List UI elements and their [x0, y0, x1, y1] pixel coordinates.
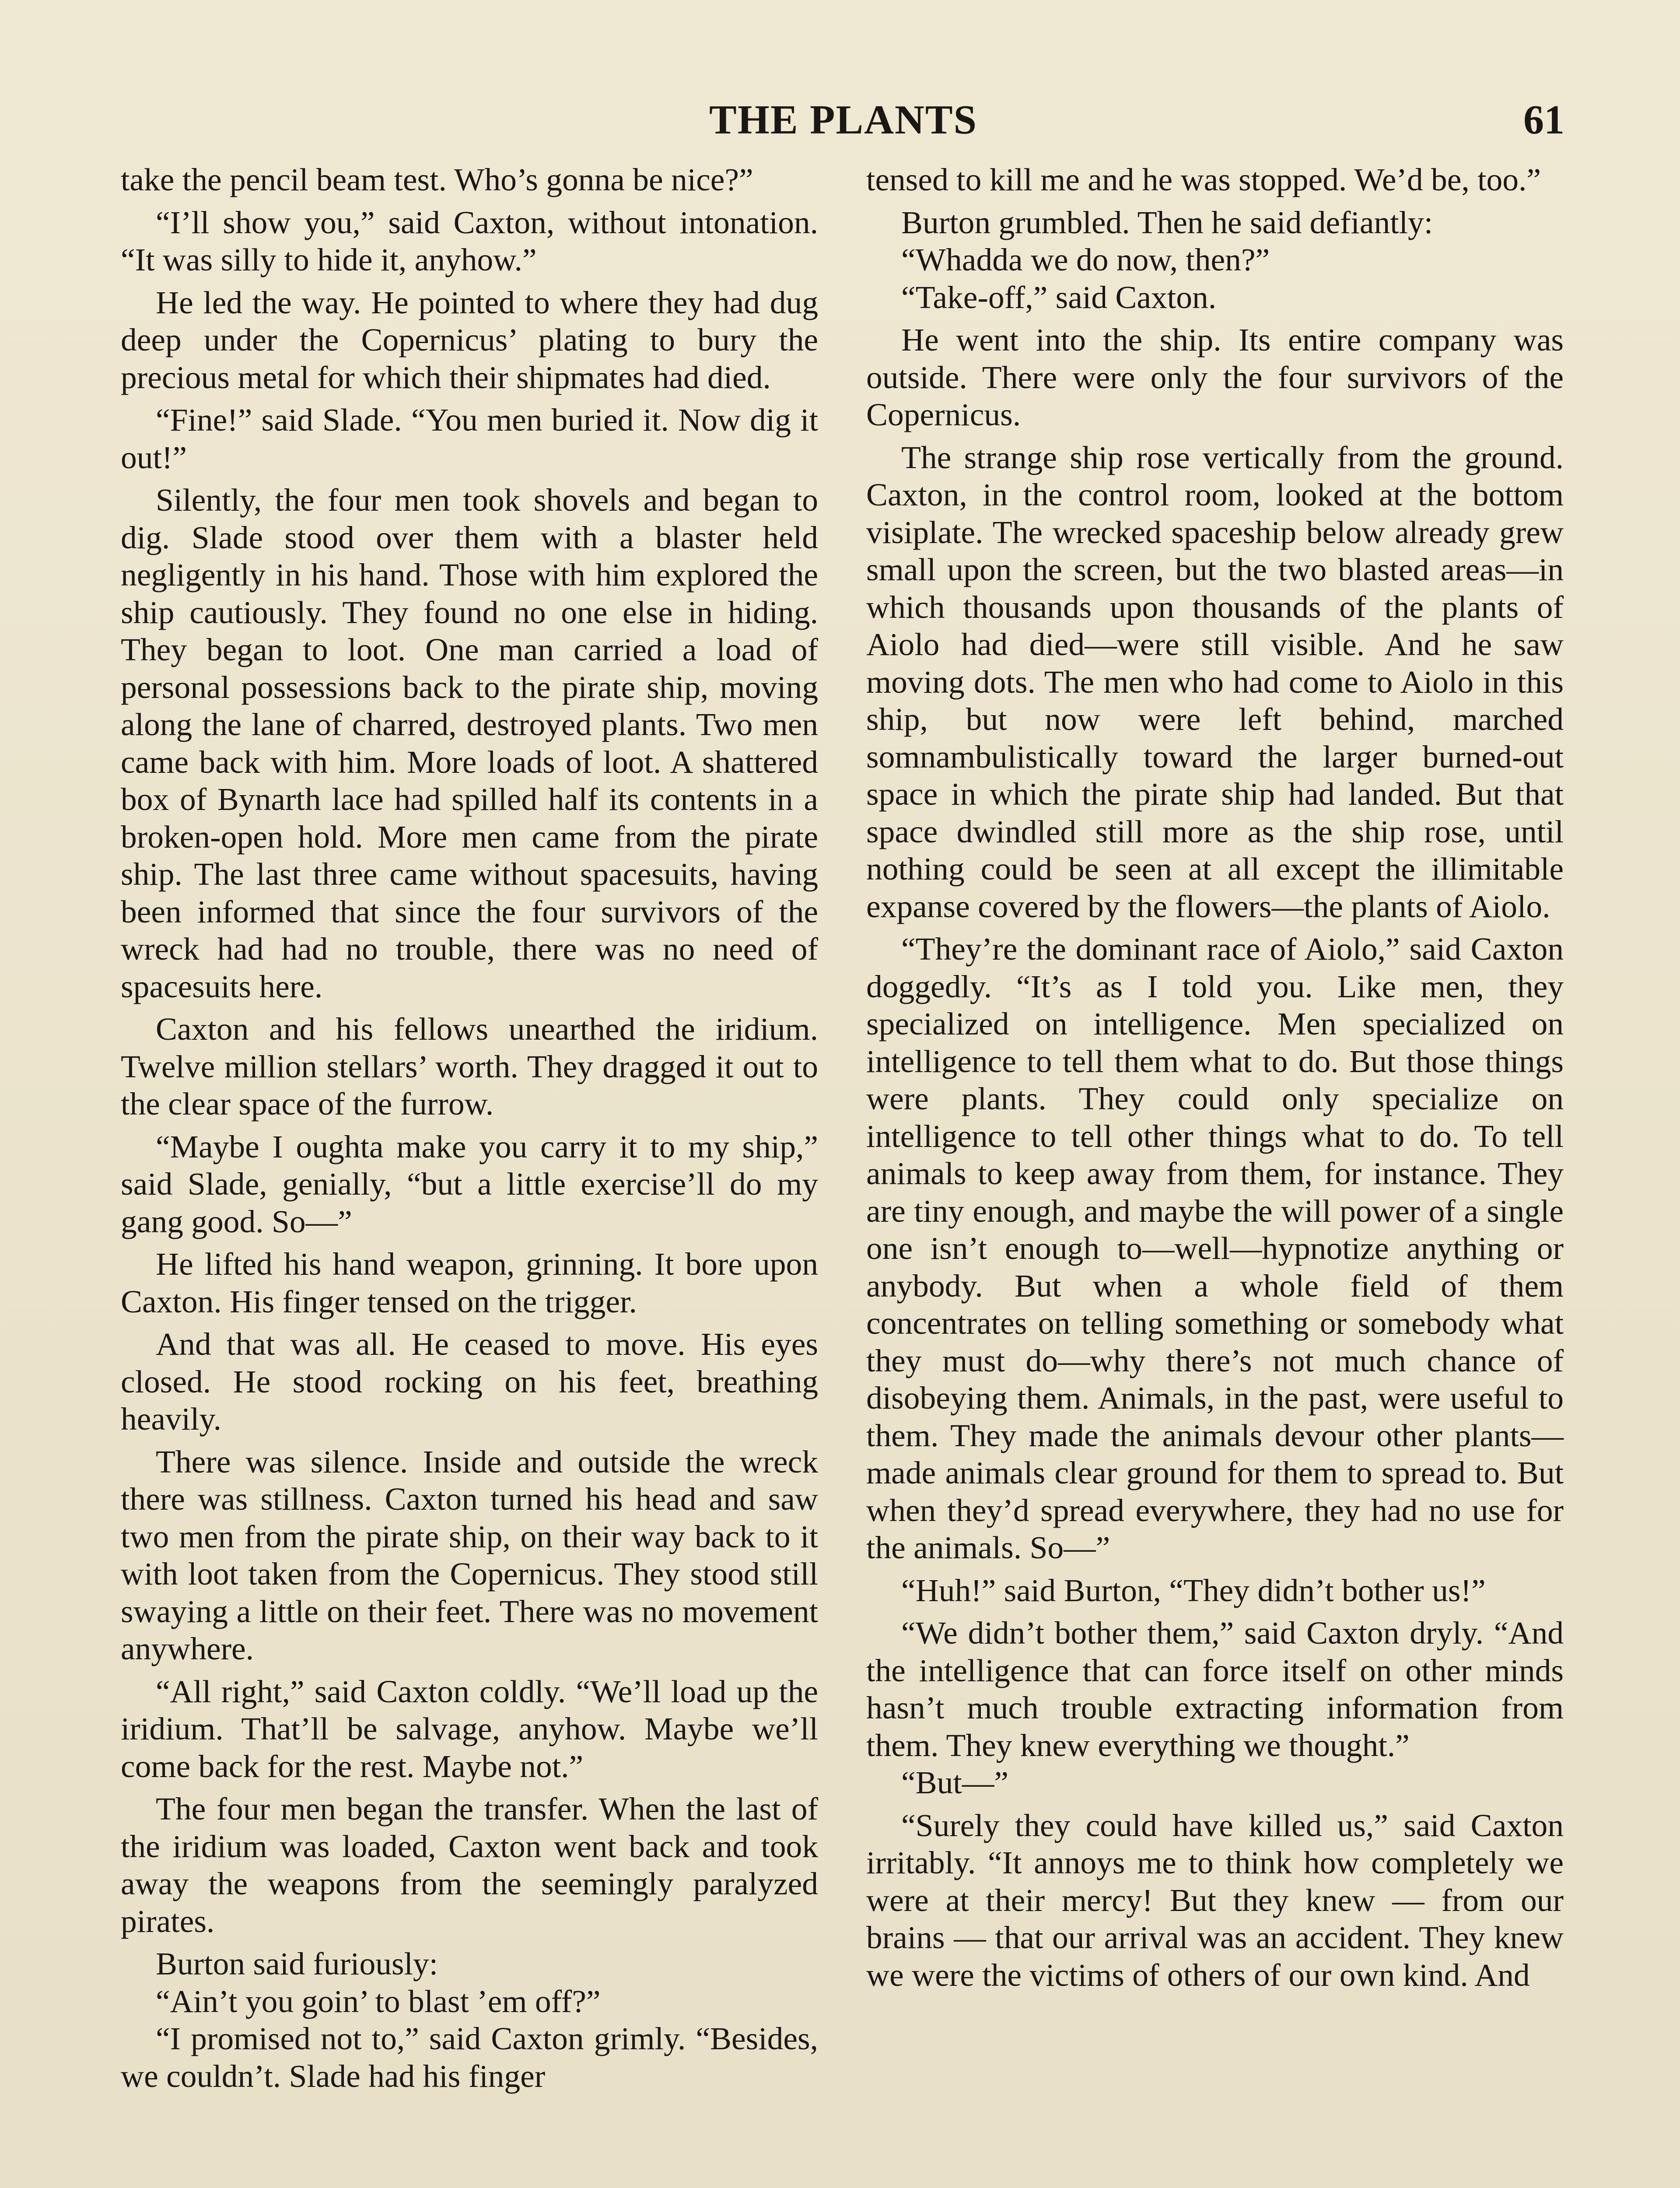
paragraph: “All right,” said Caxton coldly. “We’ll load up the iridium. That’ll be salvage, anyhow. Maybe we’ll come back for the rest. Maybe not.” — [121, 1673, 818, 1784]
paragraph: “I’ll show you,” said Caxton, without intonation. “It was silly to hide it, anyhow.” — [121, 204, 818, 277]
paragraph: “But—” — [901, 1765, 1008, 1800]
paragraph: Caxton and his fellows unearthed the iridium. Twelve million stellars’ worth. They dragged it out to the clear space of the furrow. — [121, 1011, 818, 1122]
paragraph: Silently, the four men took shovels and began to dig. Slade stood over them with a blaster held negligently in his hand. Those with him explored the ship cautiously. They found no one else in hiding. They began to loot. One man carried a load of personal possessions back to the pirate ship, moving along the lane of charred, destroyed plants. Two men came back with him. More loads of loot. A shattered box of Bynarth lace had spilled half its contents in a broken-open hold. More men came from the pirate ship. The last three came without spacesuits, having been informed that since the four survivors of the wreck had had no trouble, there was no need of spacesuits here. — [121, 482, 818, 1004]
paragraph: “Ain’t you goin’ to blast ’em off?” — [156, 1983, 601, 2019]
paragraph: Burton grumbled. Then he said defiantly: — [901, 204, 1433, 240]
paragraph: “Whadda we do now, then?” — [901, 242, 1270, 277]
paragraph: Burton said furiously: — [156, 1946, 438, 1981]
paragraph: “Surely they could have killed us,” said Caxton irritably. “It annoys me to think how completely we were at their mercy! But they knew — from our brains — that our arrival was an accident. They knew we were the victims of others of our own kind. And — [866, 1807, 1564, 1993]
page-title: THE PLANTS — [709, 97, 977, 143]
running-header — [121, 96, 1564, 149]
paragraph: The four men began the transfer. When the last of the iridium was loaded, Caxton went back and took away the weapons from the seemingly paralyzed pirates. — [121, 1791, 818, 1939]
paragraph: He lifted his hand weapon, grinning. It bore upon Caxton. His finger tensed on the trigger. — [121, 1246, 818, 1319]
paragraph: tensed to kill me and he was stopped. We’d be, too.” — [866, 162, 1541, 197]
paragraph: There was silence. Inside and outside the wreck there was stillness. Caxton turned his head and saw two men from the pirate ship, on their way back to it with loot taken from the Copernicus. They stood still swaying a little on their feet. There was no movement anywhere. — [121, 1444, 818, 1666]
paragraph: He led the way. He pointed to where they had dug deep under the Copernicus’ plating to bury the precious metal for which their shipmates had died. — [121, 284, 818, 395]
paragraph: The strange ship rose vertically from the ground. Caxton, in the control room, looked at the bottom visiplate. The wrecked spaceship below already grew small upon the screen, but the two blasted areas—in which thousands upon thousands of the plants of Aiolo had died—were still visible. And he saw moving dots. The men who had come to Aiolo in this ship, but now were left behind, marched somnambulistically toward the larger burned-out space in which the pirate ship had landed. But that space dwindled still more as the ship rose, until nothing could be seen at all except the illimitable expanse covered by the flowers—the plants of Aiolo. — [866, 439, 1564, 924]
paragraph: “Huh!” said Burton, “They didn’t bother us!” — [901, 1572, 1486, 1608]
paragraph: “We didn’t bother them,” said Caxton dryly. “And the intelligence that can force itself on other minds hasn’t much trouble extracting information from them. They knew everything we thought.” — [866, 1615, 1564, 1763]
paragraph: “Take-off,” said Caxton. — [901, 279, 1217, 315]
left-column — [121, 161, 818, 2100]
paragraph: “Fine!” said Slade. “You men buried it. Now dig it out!” — [121, 402, 818, 475]
paragraph: “Maybe I oughta make you carry it to my ship,” said Slade, genially, “but a little exercise’ll do my gang good. So—” — [121, 1129, 818, 1239]
right-column — [866, 161, 1564, 1999]
paragraph: take the pencil beam test. Who’s gonna be nice?” — [121, 162, 753, 197]
paragraph: And that was all. He ceased to move. His eyes closed. He stood rocking on his feet, breathing heavily. — [121, 1326, 818, 1437]
paragraph: He went into the ship. Its entire company was outside. There were only the four survivors of the Copernicus. — [866, 322, 1564, 432]
page-number: 61 — [1523, 97, 1564, 143]
paragraph: “They’re the dominant race of Aiolo,” said Caxton doggedly. “It’s as I told you. Like men, they specialized on intelligence. Men specialized on intelligence to tell them what to do. But those things were plants. They could only specialize on intelligence to tell other things what to do. To tell animals to keep away from them, for instance. They are tiny enough, and maybe the will power of a single one isn’t enough to—well—hypnotize anything or anybody. But when a whole field of them concentrates on telling something or somebody what they must do—why there’s not much chance of disobeying them. Animals, in the past, were useful to them. They made the animals devour other plants—made animals clear ground for them to spread to. But when they’d spread everywhere, they had no use for the animals. So—” — [866, 931, 1564, 1565]
paragraph: “I promised not to,” said Caxton grimly. “Besides, we couldn’t. Slade had his finger — [121, 2021, 818, 2094]
